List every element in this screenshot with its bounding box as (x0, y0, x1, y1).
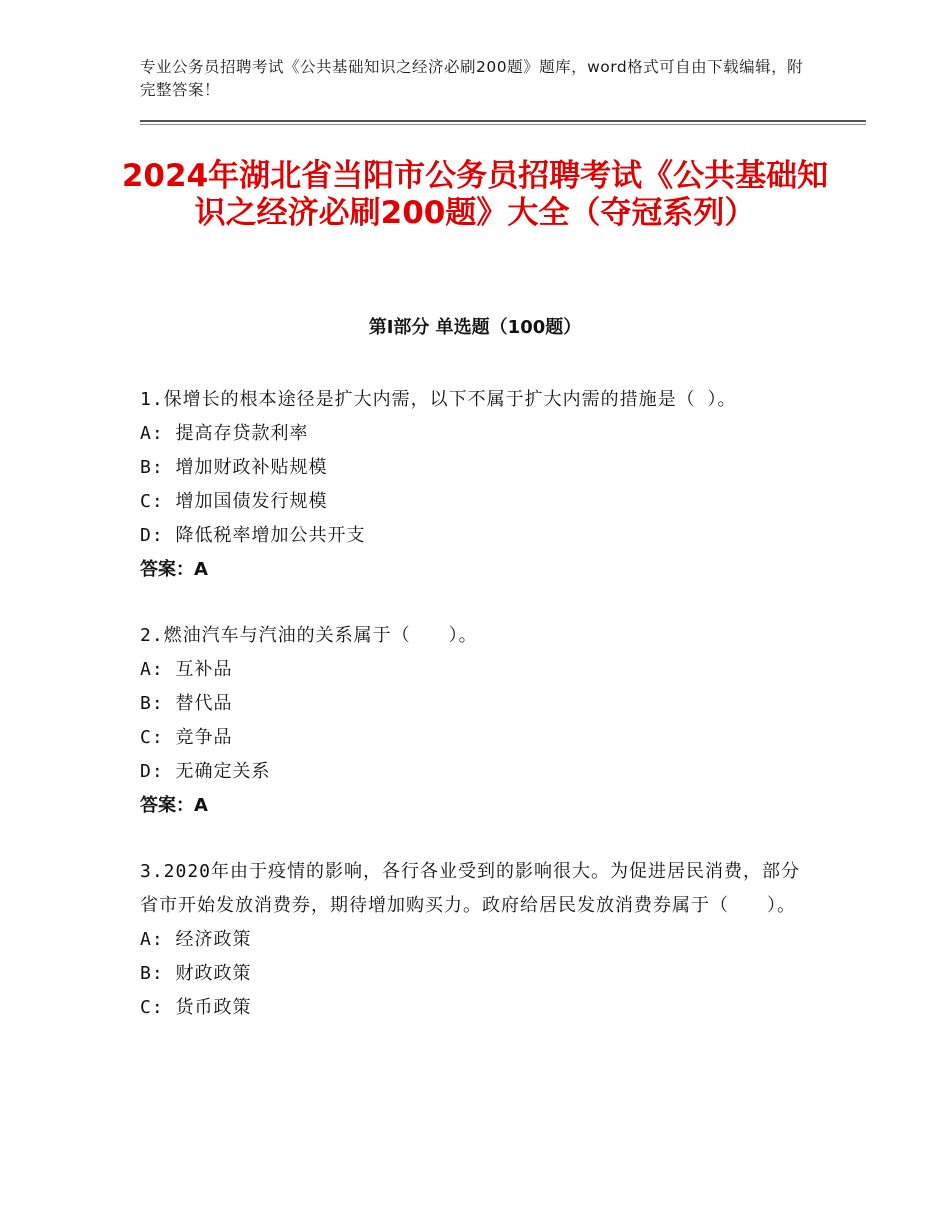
question-item (140, 855, 810, 1025)
option-a: A: 互补品 (140, 659, 233, 680)
option-c: C: 增加国债发行规模 (140, 491, 328, 512)
question-item (140, 383, 810, 587)
question-list (140, 383, 810, 1057)
option-b: B: 替代品 (140, 693, 233, 714)
question-item (140, 619, 810, 823)
section-heading: 第I部分 单选题（100题） (368, 317, 582, 338)
option-a: A: 提高存贷款利率 (140, 423, 309, 444)
document-header-note: 专业公务员招聘考试《公共基础知识之经济必刷200题》题库，word格式可自由下载编辑，附完整答案！ (140, 58, 804, 99)
document-title: 2024年湖北省当阳市公务员招聘考试《公共基础知识之经济必刷200题》大全（夺冠系列） (121, 158, 829, 231)
option-d: D: 无确定关系 (140, 761, 271, 782)
question-stem: 3.2020年由于疫情的影响，各行各业受到的影响很大。为促进居民消费，部分省市开始发放消费券，期待增加购买力。政府给居民发放消费券属于（ ）。 (140, 861, 801, 916)
question-stem: 1.保增长的根本途径是扩大内需，以下不属于扩大内需的措施是（ ）。 (140, 389, 737, 410)
option-a: A: 经济政策 (140, 929, 252, 950)
answer-line: 答案：A (140, 795, 208, 816)
option-c: C: 货币政策 (140, 997, 252, 1018)
option-c: C: 竞争品 (140, 727, 233, 748)
option-b: B: 财政政策 (140, 963, 252, 984)
header-divider-thin (140, 124, 866, 125)
answer-line: 答案：A (140, 559, 208, 580)
header-divider (140, 120, 866, 122)
option-b: B: 增加财政补贴规模 (140, 457, 328, 478)
question-stem: 2.燃油汽车与汽油的关系属于（ ）。 (140, 625, 478, 646)
option-d: D: 降低税率增加公共开支 (140, 525, 366, 546)
